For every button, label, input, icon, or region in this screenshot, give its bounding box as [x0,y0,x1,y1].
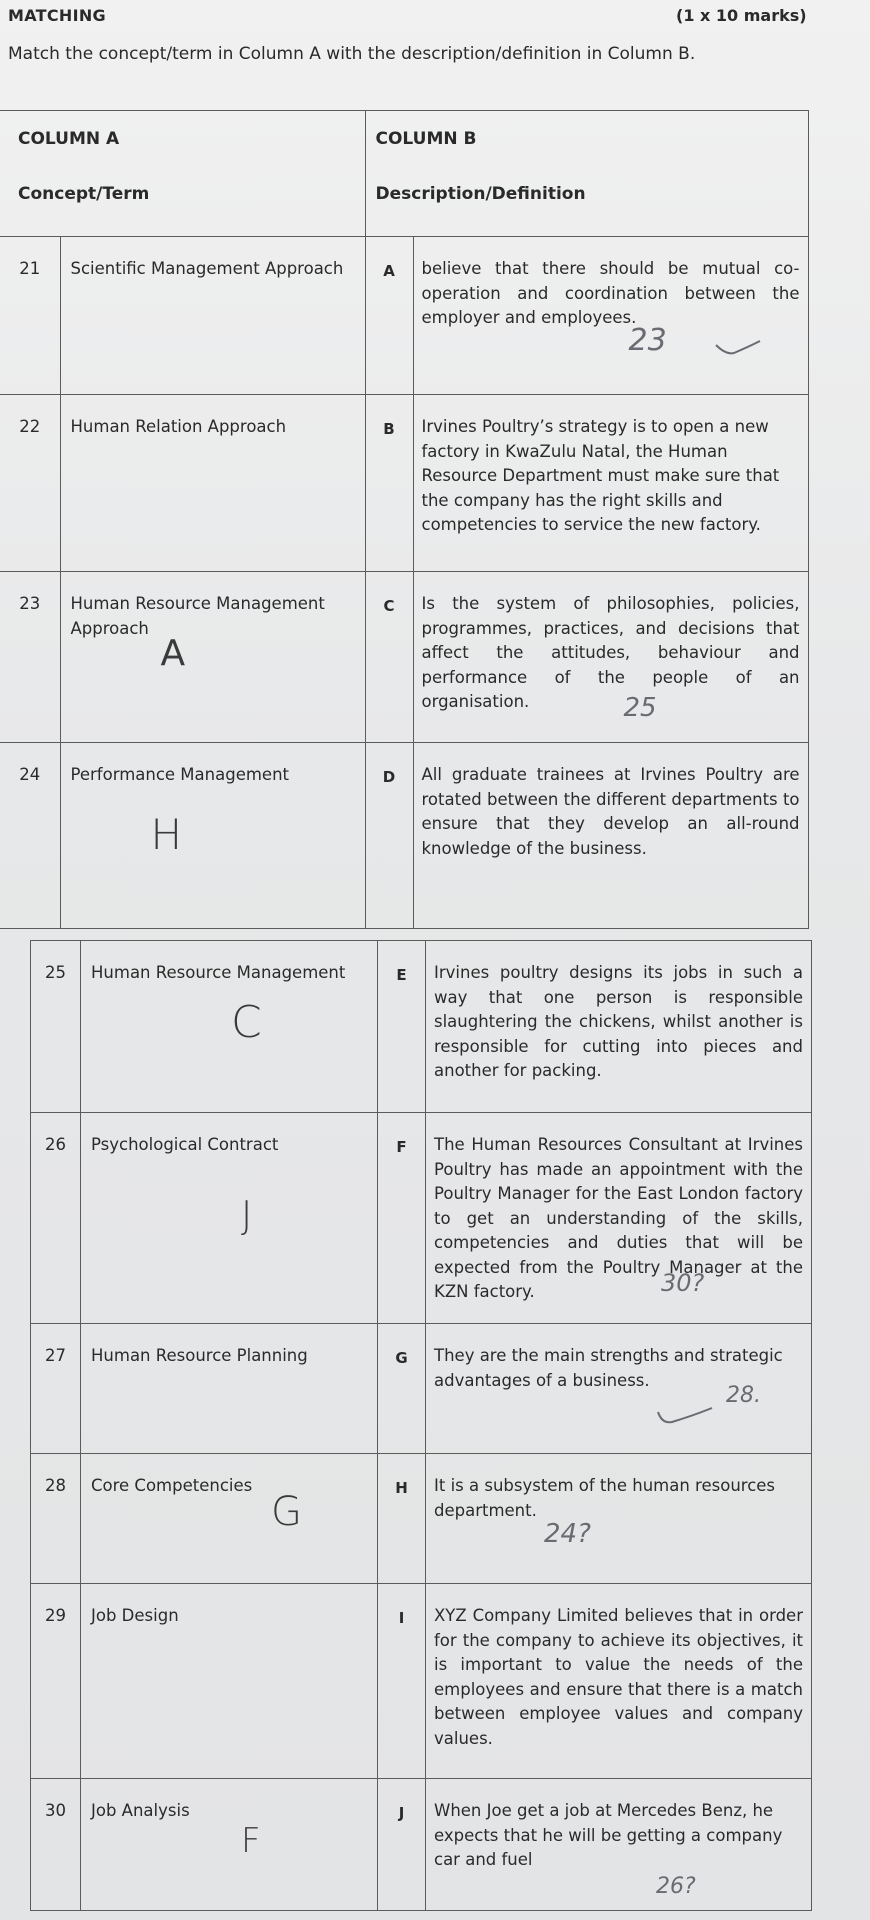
description-cell [413,572,808,743]
description-text: The Human Resources Consultant at Irvines Poultry has made an appointment with the Poultry Manager for the East London factory to get an understanding of the skills, competencies and duties that will be expected from the Poultry Manager at the KZN factory. [434,1135,803,1301]
handwritten-answer: F [241,1821,261,1861]
description-cell [426,1779,812,1911]
handwritten-note: 23 [628,323,667,358]
description-text: It is a subsystem of the human resources department. [434,1476,776,1520]
column-a-heading: COLUMN A [18,129,120,149]
column-a-subheading: Concept/Term [18,183,150,204]
term-text: Core Competencies [91,1476,253,1495]
table-row [0,395,808,572]
handwritten-answer: J [241,1193,253,1237]
description-text: They are the main strengths and strategic advantages of a business. [434,1346,783,1390]
term-text: Human Resource Management Approach [70,594,325,638]
table-row [31,1454,812,1584]
letter-cell: A [365,237,413,395]
column-b-subheading: Description/Definition [375,183,586,204]
letter-cell: B [365,395,413,572]
description-cell: All graduate trainees at Irvines Poultry are rotated between the different departments to ensure that they develop an all-round knowledge of the business. [413,743,808,929]
row-number: 27 [31,1324,81,1454]
description-cell [426,1454,812,1584]
table-row [31,1584,812,1779]
handwritten-note: 26? [656,1874,696,1899]
column-b-heading: COLUMN B [375,129,477,149]
description-cell: XYZ Company Limited believes that in order for the company to achieve its objectives, it is important to value the needs of the employees and ensure that there is a match between employee values and company values. [426,1584,812,1779]
description-cell [426,1113,812,1324]
instruction-text: Match the concept/term in Column A with the description/definition in Column B. [8,44,696,64]
column-a-header [0,111,365,237]
table-row [31,1113,812,1324]
row-number: 24 [0,743,60,929]
section-title: MATCHING [8,6,106,25]
matching-table-top [0,110,809,929]
term-cell [81,1779,378,1911]
tick-mark-icon [714,337,764,359]
description-text: When Joe get a job at Mercedes Benz, he expects that he will be getting a company car and fuel [434,1801,783,1869]
letter-cell: D [365,743,413,929]
handwritten-answer: G [271,1489,302,1535]
term-cell [81,1454,378,1584]
term-text: Job Analysis [91,1801,190,1820]
term-cell [81,941,378,1113]
marks-allocation: (1 x 10 marks) [676,6,807,25]
term-cell [60,572,365,743]
description-text: believe that there should be mutual co-operation and coordination between the employer and employees. [421,259,800,327]
letter-cell: H [378,1454,426,1584]
handwritten-note: 24? [544,1519,591,1549]
term-cell: Human Resource Planning [81,1324,378,1454]
row-number: 25 [31,941,81,1113]
row-number: 28 [31,1454,81,1584]
tick-mark-icon [656,1402,716,1426]
term-text: Human Resource Management [91,963,346,982]
term-cell: Scientific Management Approach [60,237,365,395]
table-row [31,941,812,1113]
row-number: 30 [31,1779,81,1911]
row-number: 26 [31,1113,81,1324]
handwritten-answer: A [160,633,186,674]
description-cell [413,237,808,395]
table-row [31,1779,812,1911]
row-number: 22 [0,395,60,572]
table-row [31,1324,812,1454]
letter-cell: C [365,572,413,743]
letter-cell: F [378,1113,426,1324]
description-cell [426,1324,812,1454]
description-cell: Irvines Poultry’s strategy is to open a new factory in KwaZulu Natal, the Human Resource Department must make sure that the company has the right skills and competencies to service the new factory. [413,395,808,572]
description-text: Is the system of philosophies, policies, programmes, practices, and decisions that affect the attitudes, behaviour and performance of the people of an organisation. [421,594,800,711]
handwritten-note: 28. [726,1383,761,1408]
term-cell [81,1113,378,1324]
term-cell: Human Relation Approach [60,395,365,572]
letter-cell: I [378,1584,426,1779]
row-number: 21 [0,237,60,395]
letter-cell: G [378,1324,426,1454]
letter-cell: E [378,941,426,1113]
term-text: Psychological Contract [91,1135,279,1154]
table-row [0,237,808,395]
handwritten-note: 30? [661,1269,705,1297]
term-text: Performance Management [70,765,289,784]
description-cell: Irvines poultry designs its jobs in such a way that one person is responsible slaughtering the chickens, whilst another is responsible for cutting into pieces and another for packing. [426,941,812,1113]
letter-cell: J [378,1779,426,1911]
table-row [0,572,808,743]
row-number: 29 [31,1584,81,1779]
term-cell: Job Design [81,1584,378,1779]
table-row [0,743,808,929]
handwritten-answer: H [150,810,183,859]
handwritten-note: 25 [623,693,657,723]
column-b-header [365,111,808,237]
matching-table-bottom [30,940,812,1911]
term-cell [60,743,365,929]
handwritten-answer: C [231,997,262,1048]
row-number: 23 [0,572,60,743]
